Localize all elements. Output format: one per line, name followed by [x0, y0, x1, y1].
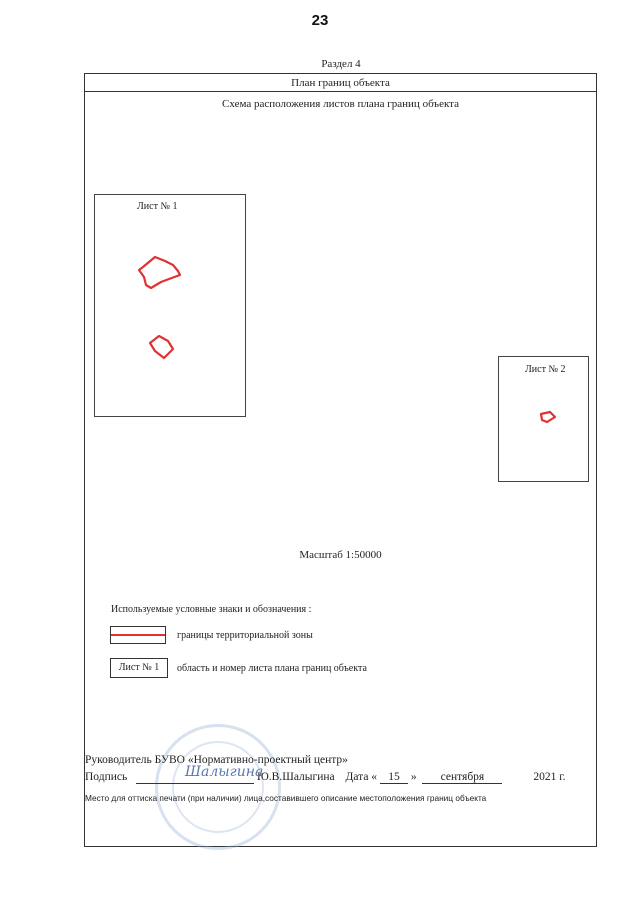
red-line-icon	[111, 634, 165, 636]
organization-head: Руководитель БУВО «Нормативно-проектный центр»	[85, 754, 348, 766]
sheet-2[interactable]	[498, 356, 589, 482]
scale-label: Масштаб 1:50000	[299, 549, 382, 561]
sheet-1-label: Лист № 1	[137, 201, 178, 212]
legend-line-symbol	[110, 626, 166, 644]
section-label: Раздел 4	[321, 58, 361, 70]
date-month: сентября	[422, 771, 502, 784]
sign-label: Подпись	[85, 771, 128, 783]
stamp-icon	[155, 724, 281, 850]
date-close-quote: »	[410, 771, 417, 783]
date-label: Дата «	[345, 771, 378, 783]
date-year: 2021 г.	[533, 771, 566, 783]
handwritten-signature: Шалыгина	[185, 764, 264, 780]
sheet-1-boundaries	[95, 195, 247, 418]
signer-name: Ю.В.Шалыгина	[256, 771, 335, 783]
stamp-note: Место для оттиска печати (при наличии) лица,составившего описание местоположения границ объекта	[85, 793, 487, 803]
legend-sheet-symbol: Лист № 1	[110, 658, 168, 678]
legend-sheet-text: область и номер листа плана границ объекта	[177, 663, 367, 674]
page-number: 23	[311, 12, 329, 29]
sheet-1[interactable]	[94, 194, 246, 417]
plan-frame	[84, 73, 597, 847]
signature-line	[85, 771, 565, 784]
scheme-title: Схема расположения листов плана границ объекта	[222, 98, 459, 110]
date-day: 15	[380, 771, 408, 784]
boundary-zone-2	[150, 336, 173, 358]
sheet-2-boundaries	[499, 357, 590, 483]
boundary-zone-1	[139, 257, 180, 288]
legend-line-text: границы территориальной зоны	[177, 630, 313, 641]
legend-caption: Используемые условные знаки и обозначения :	[111, 604, 312, 615]
sheet-2-label: Лист № 2	[525, 364, 566, 375]
boundary-zone-3	[541, 412, 555, 422]
frame-title: План границ объекта	[85, 74, 596, 92]
